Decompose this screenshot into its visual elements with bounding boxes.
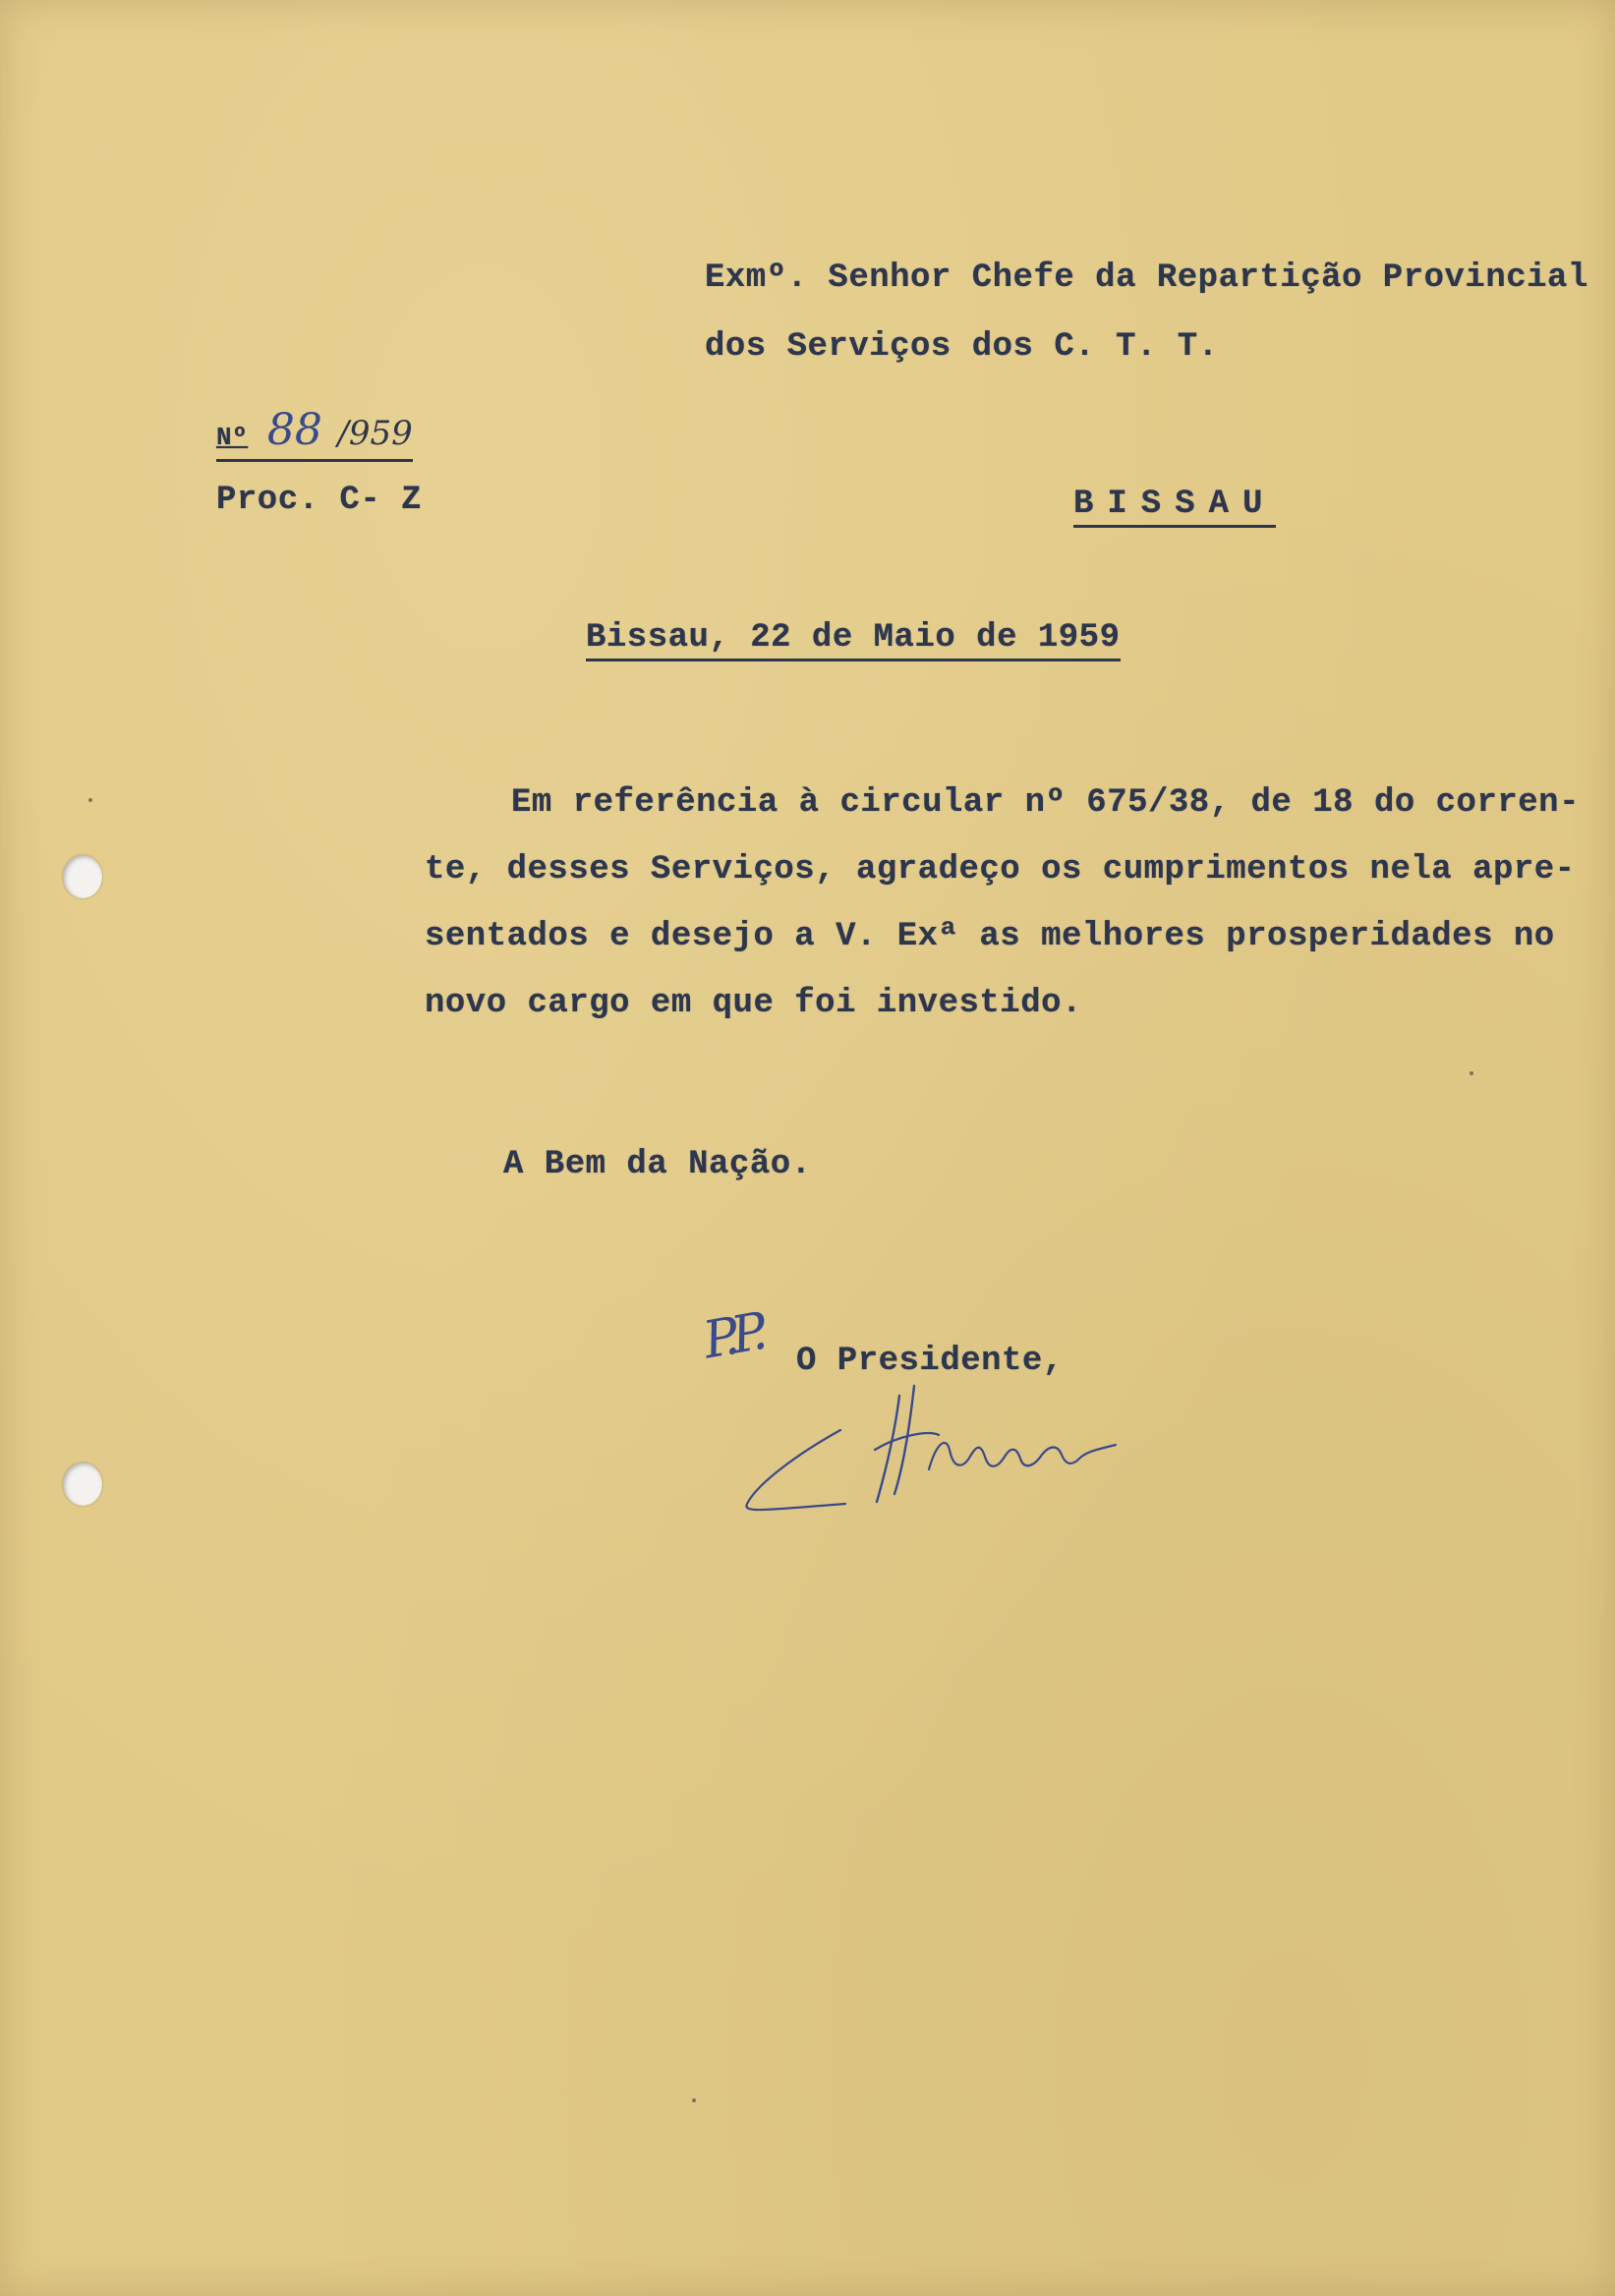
signatory-title: O Presidente, (796, 1343, 1064, 1380)
paper-speck (88, 798, 92, 802)
body-line-1: Em referência à circular nº 675/38, de 18 do corren- (511, 784, 1580, 822)
handwritten-signature (727, 1376, 1140, 1523)
process-code: Proc. C- Z (216, 482, 423, 519)
addressee-line-1: Exmº. Senhor Chefe da Repartição Provincial (705, 259, 1588, 297)
addressee-line-2: dos Serviços dos C. T. T. (705, 328, 1219, 366)
punch-hole-bottom (63, 1463, 102, 1506)
paper-speck (1470, 1071, 1473, 1075)
body-line-4: novo cargo em que foi investido. (425, 985, 1082, 1022)
reference-number-handwritten: 88 (266, 405, 322, 455)
reference-number (216, 405, 413, 462)
reference-number-prefix: Nº (216, 423, 249, 452)
reference-number-year: /959 (337, 414, 413, 453)
paper-speck (692, 2098, 696, 2102)
body-line-3: sentados e desejo a V. Exª as melhores prosperidades no (425, 918, 1555, 955)
closing-salutation: A Bem da Nação. (503, 1146, 812, 1183)
date-line: Bissau, 22 de Maio de 1959 (586, 621, 1121, 661)
punch-hole-top (63, 855, 102, 898)
pp-handwritten-mark: P.P. (699, 1302, 766, 1371)
destination-city: BISSAU (1073, 488, 1276, 528)
body-line-2: te, desses Serviços, agradeço os cumprimentos nela apre- (425, 851, 1576, 889)
